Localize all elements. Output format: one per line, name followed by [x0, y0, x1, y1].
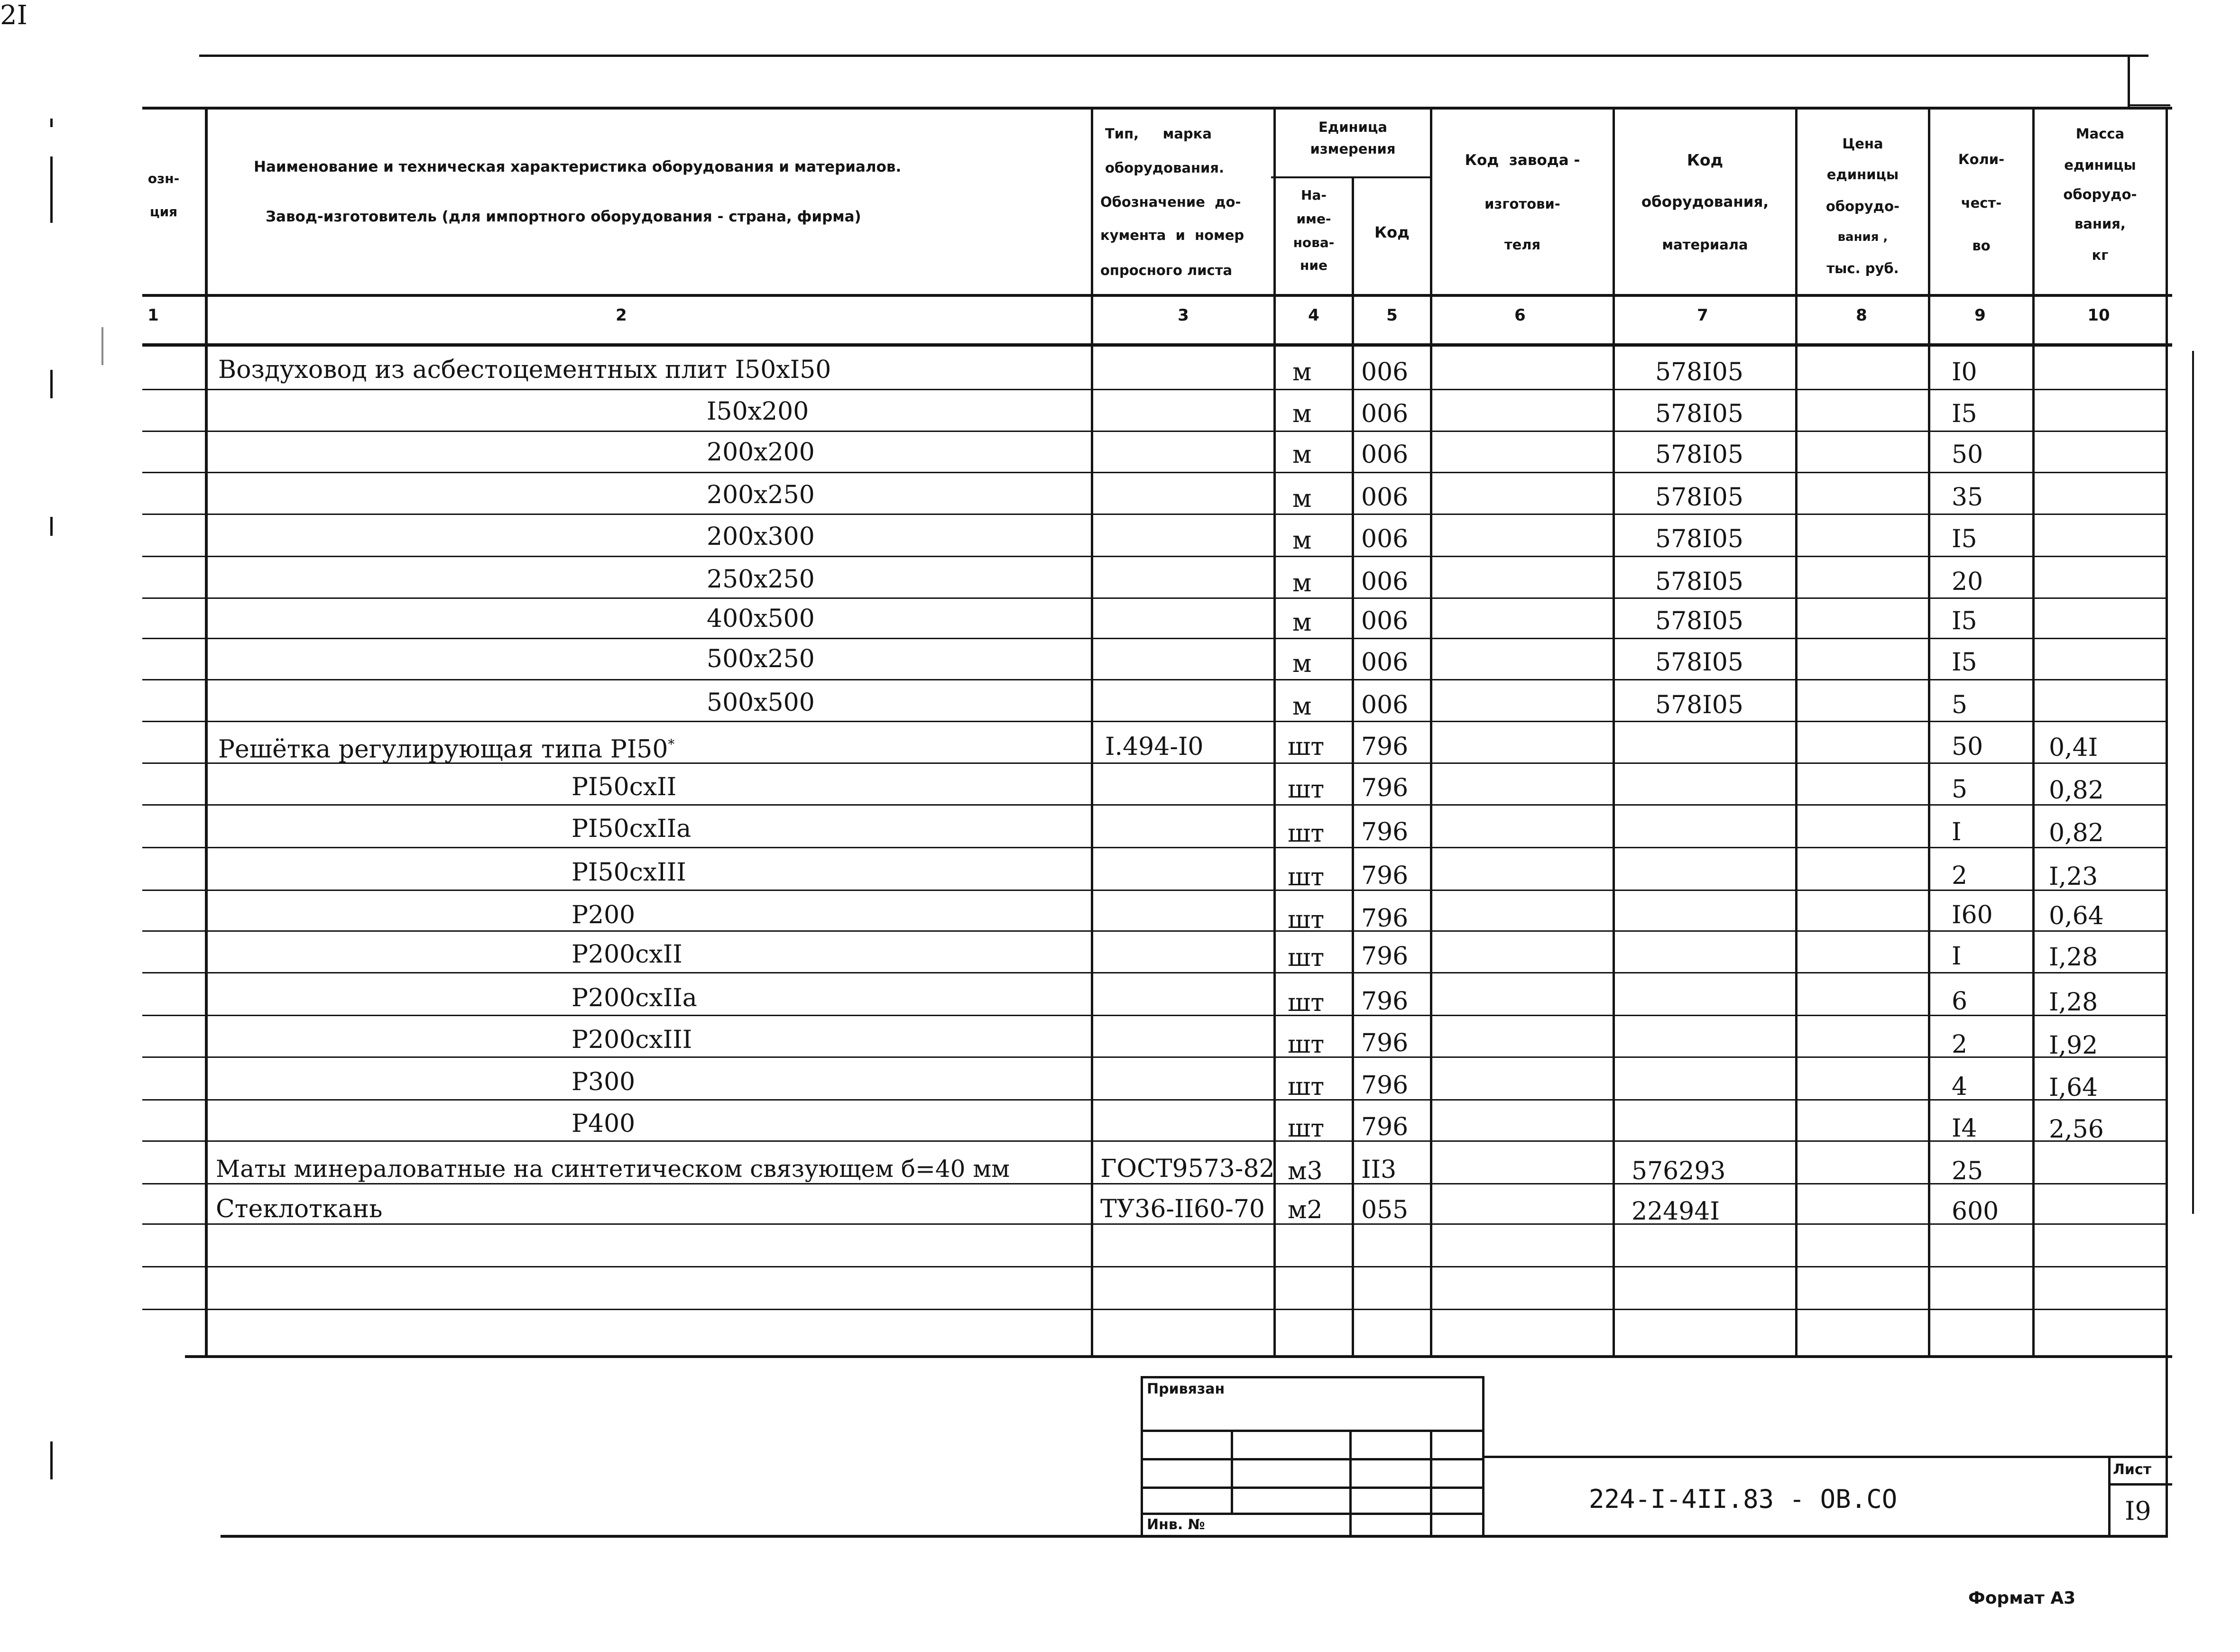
row-unit: шт [1288, 863, 1325, 891]
stamp-col-1 [1231, 1430, 1233, 1515]
col-line-right [2166, 108, 2168, 1357]
row-unit-code: 796 [1361, 1071, 1409, 1100]
page-number-box-left [2128, 55, 2130, 107]
header-unit-l1: Единица [1318, 119, 1387, 135]
row-unit: м [1292, 650, 1312, 678]
header-col2-line2: Завод-изготовитель (для импортного оборудования - страна, фирма) [266, 208, 861, 225]
row-material-code: 578I05 [1655, 525, 1743, 553]
header-col10-l5: кг [2092, 247, 2109, 263]
row-quantity: I5 [1952, 648, 1977, 677]
row-quantity: I60 [1952, 901, 1993, 929]
row-unit-code: 796 [1361, 1029, 1409, 1057]
row-unit-code: 796 [1361, 942, 1409, 971]
row-unit: м [1292, 692, 1312, 721]
table-bottom-line [185, 1355, 2172, 1358]
row-unit: м [1292, 526, 1312, 555]
header-col5: Код [1374, 223, 1410, 241]
header-col6-l2: изготови- [1484, 196, 1560, 212]
row-name: 400x500 [707, 605, 815, 633]
stamp-line-1 [1141, 1430, 1484, 1432]
row-quantity: 35 [1952, 483, 1983, 512]
row-unit: шт [1288, 775, 1325, 804]
header-col3-l1: Тип, марка [1105, 126, 1212, 142]
header-col3-l5: опросного листа [1100, 262, 1233, 278]
format-label: Формат А3 [1968, 1588, 2076, 1608]
row-separator [142, 1140, 2167, 1142]
row-material-code: 578I05 [1655, 607, 1743, 635]
header-col6-l3: теля [1504, 237, 1541, 253]
page-bottom-line [221, 1535, 2168, 1538]
row-unit: м [1292, 400, 1312, 428]
row-unit-code: 006 [1361, 607, 1409, 635]
row-mass: I,28 [2049, 943, 2098, 972]
row-mass: 0,4I [2049, 734, 2098, 762]
header-col9-l3: во [1972, 238, 1991, 254]
row-quantity: 50 [1952, 733, 1983, 761]
page-number: 2I [0, 0, 28, 31]
row-quantity: 20 [1952, 568, 1983, 596]
stamp-line-4 [1141, 1513, 1484, 1515]
row-name: 200x250 [707, 481, 815, 509]
row-separator [142, 1266, 2167, 1267]
col-line-2 [205, 108, 208, 1357]
row-quantity: 5 [1952, 691, 1968, 719]
row-unit-code: 796 [1361, 862, 1409, 890]
row-separator [142, 972, 2167, 973]
row-name: P200 [572, 901, 636, 929]
row-separator [142, 890, 2167, 891]
row-separator [142, 556, 2167, 557]
row-separator [142, 472, 2167, 473]
row-unit: шт [1288, 733, 1325, 761]
row-unit: шт [1288, 1030, 1325, 1059]
row-material-code: 578I05 [1655, 358, 1743, 386]
sheet-box-left [2108, 1456, 2111, 1537]
row-name: P400 [572, 1110, 636, 1138]
row-quantity: I [1952, 942, 1962, 971]
document-code: 224-I-4II.83 - OB.CO [1589, 1484, 1898, 1514]
row-name: 200x300 [707, 523, 815, 551]
row-unit: м3 [1288, 1157, 1323, 1185]
row-unit: шт [1288, 906, 1325, 934]
row-quantity: I5 [1952, 607, 1977, 635]
row-unit: шт [1288, 1073, 1325, 1101]
row-unit-code: 796 [1361, 1113, 1409, 1141]
row-separator [142, 804, 2167, 806]
row-unit-code: 796 [1361, 818, 1409, 846]
margin-line-right [2192, 351, 2194, 1214]
row-name: 250x250 [707, 565, 815, 594]
sheet-number: I9 [2125, 1496, 2151, 1526]
row-unit: м [1292, 608, 1312, 637]
row-quantity: I5 [1952, 400, 1977, 428]
header-col1-bottom: ция [149, 204, 178, 220]
header-col1-top: озн- [147, 171, 180, 186]
row-separator [142, 389, 2167, 390]
row-unit: м [1292, 569, 1312, 597]
row-quantity: 600 [1952, 1197, 1999, 1226]
stamp-line-3 [1141, 1487, 1484, 1489]
row-name: Воздуховод из асбестоцементных плит I50xI50 [218, 356, 831, 384]
stamp-right-border [2166, 1358, 2168, 1537]
row-separator [142, 431, 2167, 432]
sheet-box-top [2108, 1456, 2172, 1458]
row-quantity: I [1952, 818, 1962, 846]
colnum-bottom-line [142, 343, 2172, 347]
row-material-code: 578I05 [1655, 568, 1743, 596]
binding-mark [101, 327, 103, 365]
column-number: 8 [1856, 306, 1867, 325]
header-col4-l1: На- [1301, 187, 1327, 203]
header-col2-line1: Наименование и техническая характеристика оборудования и материалов. [254, 158, 902, 175]
col-line-6 [1430, 108, 1432, 1357]
top-frame-line [199, 55, 2148, 57]
header-col4-l4: ние [1300, 257, 1327, 273]
row-name: PI50cxIII [572, 858, 686, 887]
row-material-code: 578I05 [1655, 691, 1743, 719]
row-separator [142, 930, 2167, 932]
row-separator [142, 1309, 2167, 1310]
row-type: I.494-I0 [1105, 733, 1204, 761]
header-col8-l2: единицы [1826, 166, 1899, 183]
binding-mark [50, 517, 53, 536]
binding-mark [50, 156, 53, 223]
stamp-col-3 [1430, 1430, 1432, 1537]
row-name: P200cxIII [572, 1026, 692, 1054]
row-separator [142, 679, 2167, 680]
row-unit-code: 796 [1361, 904, 1409, 933]
row-unit: м [1292, 485, 1312, 513]
row-type: ТУ36-II60-70 [1100, 1195, 1265, 1223]
header-col3-l3: Обозначение до- [1100, 194, 1241, 210]
row-quantity: I4 [1952, 1114, 1977, 1143]
row-name: PI50cxIIa [572, 815, 691, 843]
header-col9-l2: чест- [1961, 195, 2002, 211]
header-col7-l3: материала [1662, 237, 1748, 253]
row-unit-code: 006 [1361, 400, 1409, 428]
row-mass: 0,82 [2049, 776, 2104, 805]
sheet-label: Лист [2113, 1461, 2152, 1478]
header-col3-l2: оборудования. [1105, 160, 1225, 176]
row-mass: I,28 [2049, 988, 2098, 1017]
column-number: 4 [1308, 306, 1319, 325]
column-number: 1 [147, 306, 159, 325]
column-number: 2 [616, 306, 627, 325]
header-bottom-line [142, 294, 2172, 297]
row-unit-code: 006 [1361, 358, 1409, 386]
col-line-9 [1928, 108, 1930, 1357]
row-mass: I,23 [2049, 863, 2098, 891]
header-col6-l1: Код завода - [1465, 152, 1580, 169]
row-separator [142, 847, 2167, 848]
row-quantity: I5 [1952, 525, 1977, 553]
row-type: ГОСТ9573-82 [1100, 1155, 1275, 1183]
header-col4-l3: нова- [1293, 235, 1335, 250]
column-number: 6 [1514, 306, 1526, 325]
row-name: Маты минераловатные на синтетическом связующем б=40 мм [216, 1155, 1010, 1183]
header-col7-l1: Код [1687, 151, 1724, 169]
row-material-code: 578I05 [1655, 648, 1743, 677]
row-quantity: 4 [1952, 1073, 1968, 1101]
header-col8-l1: Цена [1842, 136, 1883, 152]
page-number-box-bottom [2128, 104, 2170, 106]
row-material-code: 578I05 [1655, 441, 1743, 469]
row-unit-code: 006 [1361, 691, 1409, 719]
row-unit: шт [1288, 1114, 1325, 1143]
col-line-10 [2032, 108, 2035, 1357]
row-name: I50x200 [707, 397, 809, 426]
col-line-3 [1091, 108, 1093, 1357]
row-quantity: 5 [1952, 775, 1968, 804]
row-separator [142, 1223, 2167, 1225]
column-number: 5 [1386, 306, 1398, 325]
row-quantity: I0 [1952, 358, 1977, 386]
row-quantity: 6 [1952, 987, 1968, 1016]
row-mass: 2,56 [2049, 1115, 2104, 1144]
header-col10-l2: единицы [2064, 157, 2136, 173]
row-name: P300 [572, 1068, 636, 1096]
row-separator [142, 1099, 2167, 1101]
row-unit-code: 796 [1361, 733, 1409, 761]
row-unit-code: II3 [1361, 1156, 1397, 1184]
row-separator [142, 1015, 2167, 1016]
row-separator [142, 514, 2167, 515]
row-unit-code: 006 [1361, 568, 1409, 596]
column-number: 3 [1178, 306, 1189, 325]
row-unit: шт [1288, 989, 1325, 1017]
stamp-line-2b [1141, 1458, 1484, 1460]
bound-label: Привязан [1147, 1381, 1225, 1397]
row-mass: I,64 [2049, 1074, 2098, 1102]
row-name: P200cxII [572, 940, 682, 969]
row-quantity: 2 [1952, 862, 1968, 890]
row-separator [142, 638, 2167, 639]
row-name: Стеклоткань [216, 1195, 383, 1223]
row-name-text: Решётка регулирующая типа PI50 [218, 735, 668, 764]
row-unit: шт [1288, 944, 1325, 972]
binding-mark [50, 1441, 53, 1479]
table-top-line [142, 107, 2172, 110]
inventory-number-label: Инв. № [1147, 1516, 1205, 1533]
header-col9-l1: Коли- [1958, 151, 2005, 167]
row-unit-code: 055 [1361, 1196, 1409, 1224]
header-col8-l4: вания , [1837, 230, 1888, 244]
row-unit-code: 006 [1361, 648, 1409, 677]
row-unit-code: 796 [1361, 774, 1409, 802]
row-name: P200cxIIa [572, 984, 697, 1012]
col-line-7 [1613, 108, 1615, 1357]
row-name: 200x200 [707, 438, 815, 467]
header-col10-l1: Масса [2075, 126, 2125, 142]
binding-mark [50, 119, 53, 127]
row-separator [142, 1183, 2167, 1184]
stamp-top-line [1141, 1376, 1484, 1378]
sheet-box-mid [2108, 1483, 2172, 1486]
row-quantity: 25 [1952, 1157, 1983, 1185]
row-name: 500x500 [707, 688, 815, 717]
row-unit: м [1292, 358, 1312, 386]
column-number: 7 [1697, 306, 1708, 325]
row-material-code: 22494I [1632, 1197, 1720, 1226]
header-col7-l2: оборудования, [1641, 193, 1769, 211]
header-col8-l3: оборудо- [1825, 198, 1900, 214]
row-unit-code: 006 [1361, 525, 1409, 553]
doc-code-box-top [1482, 1456, 2172, 1458]
header-col10-l4: вания, [2074, 216, 2126, 232]
col-line-5 [1352, 176, 1354, 1357]
row-mass: I,92 [2049, 1031, 2098, 1060]
row-mass: 0,82 [2049, 819, 2104, 847]
column-number: 10 [2087, 306, 2110, 325]
header-col4-l2: име- [1296, 211, 1331, 227]
row-material-code: 576293 [1632, 1157, 1726, 1185]
row-separator [142, 1056, 2167, 1058]
row-unit-code: 796 [1361, 987, 1409, 1016]
row-unit-code: 006 [1361, 483, 1409, 512]
row-mass: 0,64 [2049, 902, 2104, 930]
column-number: 9 [1974, 306, 1986, 325]
header-col10-l3: оборудо- [2063, 186, 2137, 202]
header-col3-l4: кумента и номер [1100, 227, 1244, 243]
row-name: Решётка регулирующая типа PI50* [218, 735, 675, 764]
row-unit-code: 006 [1361, 441, 1409, 469]
row-unit: м2 [1288, 1196, 1323, 1224]
row-name: 500x250 [707, 645, 815, 673]
row-separator [142, 721, 2167, 722]
binding-mark [50, 370, 53, 398]
row-name: PI50cxII [572, 773, 677, 801]
header-col8-l5: тыс. руб. [1826, 260, 1899, 276]
header-unit-l2: измерения [1310, 141, 1396, 157]
row-quantity: 2 [1952, 1030, 1968, 1059]
row-material-code: 578I05 [1655, 483, 1743, 512]
row-separator [142, 597, 2167, 599]
row-unit: шт [1288, 819, 1325, 848]
row-unit: м [1292, 441, 1312, 469]
row-material-code: 578I05 [1655, 400, 1743, 428]
row-quantity: 50 [1952, 441, 1983, 469]
col-line-8 [1795, 108, 1798, 1357]
stamp-col-2 [1349, 1430, 1352, 1537]
